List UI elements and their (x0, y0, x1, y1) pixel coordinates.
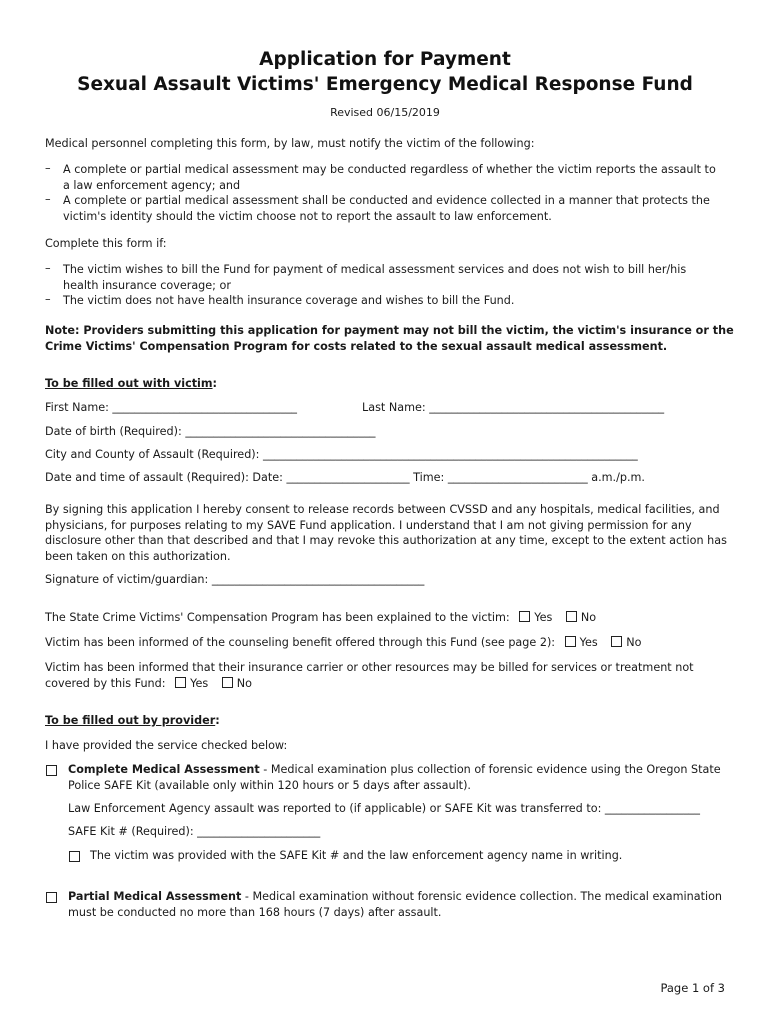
dash-marker: – (45, 193, 51, 206)
assault-date-time-field[interactable]: Date and time of assault (Required): Date: ______________________ Time: _________________________ a.m./p.m. (45, 471, 645, 484)
victim-informed-text: The victim was provided with the SAFE Kit # and the law enforcement agency name in writing. (90, 849, 623, 862)
partial-assessment-option: Partial Medical Assessment - Medical examination without forensic evidence collection. The medical examination must be conducted no more than 168 hours (7 days) after assault. (68, 890, 723, 919)
checkbox-partial-assessment[interactable] (46, 892, 57, 903)
complete-assessment-option: Complete Medical Assessment - Medical examination plus collection of forensic evidence using the Oregon State Police SAFE Kit (available only within 120 hours or 5 days after assault). (68, 763, 721, 792)
checkbox-no[interactable] (566, 611, 577, 622)
question-counseling: Victim has been informed of the counseling benefit offered through this Fund (see page 2): Yes No (45, 636, 642, 649)
complete-bullet-2: – The victim does not have health insurance coverage and wishes to bill the Fund. (45, 293, 515, 307)
city-county-field[interactable]: City and County of Assault (Required): ___________________________________________________________________ (45, 448, 638, 461)
dash-marker: – (45, 262, 51, 275)
notify-bullet-2: – A complete or partial medical assessment shall be conducted and evidence collected in a manner that protects the victim's identity should the victim choose not to report the assault to law enforcement. (45, 193, 710, 223)
provider-section-heading: To be filled out by provider: (45, 714, 220, 727)
dash-marker: – (45, 293, 51, 306)
dash-marker: – (45, 162, 51, 175)
complete-if-text: Complete this form if: (45, 237, 167, 250)
dob-field[interactable]: Date of birth (Required): __________________________________ (45, 425, 376, 438)
checkbox-yes[interactable] (519, 611, 530, 622)
question-insurance: Victim has been informed that their insurance carrier or other resources may be billed for services or treatment not covered by this Fund: Yes No (45, 661, 694, 690)
provider-intro: I have provided the service checked below: (45, 739, 288, 752)
revised-date: Revised 06/15/2019 (330, 106, 440, 119)
question-compensation: The State Crime Victims' Compensation Program has been explained to the victim: Yes No (45, 611, 597, 624)
signature-field[interactable]: Signature of victim/guardian: ______________________________________ (45, 573, 425, 586)
consent-paragraph: By signing this application I hereby consent to release records between CVSSD and any hospitals, medical facilities, and physicians, for purposes relating to my SAVE Fund application. I understand that I am not giving permission for any disclosure other than that described and that I may revoke this authorization at any time, except to the extent action has been taken on this authorization. (45, 503, 727, 563)
complete-bullet-1: – The victim wishes to bill the Fund for payment of medical assessment services and does not wish to bill her/his health insurance coverage; or (45, 262, 687, 292)
agency-field[interactable]: Law Enforcement Agency assault was reported to (if applicable) or SAFE Kit was transferred to: _________________ (68, 802, 700, 815)
last-name-field[interactable]: Last Name: __________________________________________ (362, 401, 665, 414)
checkbox-victim-informed[interactable] (69, 851, 80, 862)
title-line-1: Application for Payment (259, 49, 511, 70)
notify-bullet-1: – A complete or partial medical assessment may be conducted regardless of whether the victim reports the assault to a law enforcement agency; and (45, 162, 716, 192)
safe-kit-number-field[interactable]: SAFE Kit # (Required): ______________________ (68, 825, 321, 838)
title-line-2: Sexual Assault Victims' Emergency Medical Response Fund (77, 74, 693, 95)
checkbox-yes[interactable] (565, 636, 576, 647)
checkbox-yes[interactable] (175, 677, 186, 688)
victim-section-heading: To be filled out with victim: (45, 377, 218, 390)
checkbox-no[interactable] (222, 677, 233, 688)
provider-note: Note: Providers submitting this application for payment may not bill the victim, the victim's insurance or the Crime Victims' Compensation Program for costs related to the sexual assault medical assessment. (45, 324, 734, 353)
first-name-field[interactable]: First Name: _________________________________ (45, 401, 298, 414)
page-number: Page 1 of 3 (660, 981, 725, 995)
intro-text: Medical personnel completing this form, by law, must notify the victim of the following: (45, 137, 535, 150)
checkbox-no[interactable] (611, 636, 622, 647)
checkbox-complete-assessment[interactable] (46, 765, 57, 776)
